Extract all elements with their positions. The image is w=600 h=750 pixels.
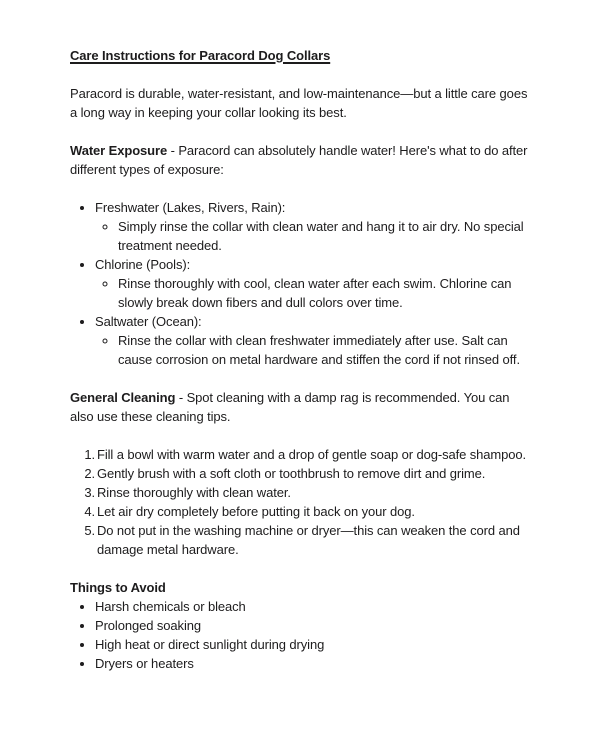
step-item-text: Rinse thoroughly with clean water. — [97, 485, 291, 500]
list-item-saltwater — [95, 312, 530, 369]
cleaning-steps-list — [70, 445, 530, 559]
list-item — [95, 616, 530, 635]
saltwater-sublist — [95, 331, 530, 369]
things-to-avoid-heading: Things to Avoid — [70, 580, 166, 595]
list-item-text: Dryers or heaters — [95, 656, 194, 671]
list-item-freshwater — [95, 198, 530, 255]
step-item — [97, 521, 530, 559]
list-item-chlorine — [95, 255, 530, 312]
list-subitem-text: Rinse thoroughly with cool, clean water after each swim. Chlorine can slowly break down fibers and dull colors over time. — [118, 276, 512, 310]
freshwater-sublist — [95, 217, 530, 255]
step-item-text: Let air dry completely before putting it back on your dog. — [97, 504, 415, 519]
list-item — [95, 635, 530, 654]
list-subitem — [118, 217, 530, 255]
list-subitem — [118, 274, 530, 312]
list-item — [95, 597, 530, 616]
list-item-label: Saltwater (Ocean): — [95, 314, 202, 329]
things-to-avoid-list — [70, 597, 530, 673]
water-exposure-list — [70, 198, 530, 369]
general-cleaning-heading: General Cleaning — [70, 390, 176, 405]
step-item — [97, 464, 530, 483]
list-item-label: Freshwater (Lakes, Rivers, Rain): — [95, 200, 286, 215]
list-subitem — [118, 331, 530, 369]
water-exposure-paragraph — [70, 141, 530, 179]
list-item-label: Chlorine (Pools): — [95, 257, 191, 272]
step-item-text: Gently brush with a soft cloth or toothbrush to remove dirt and grime. — [97, 466, 486, 481]
chlorine-sublist — [95, 274, 530, 312]
list-item-text: High heat or direct sunlight during drying — [95, 637, 325, 652]
list-item-text: Prolonged soaking — [95, 618, 201, 633]
water-exposure-lead: - Paracord can absolutely handle water! Here's what to do after different types of exposure: — [70, 143, 528, 177]
step-item-text: Fill a bowl with warm water and a drop of gentle soap or dog-safe shampoo. — [97, 447, 527, 462]
list-item-text: Harsh chemicals or bleach — [95, 599, 246, 614]
step-item — [97, 445, 530, 464]
document-title: Care Instructions for Paracord Dog Collars — [70, 48, 331, 63]
general-cleaning-lead: - Spot cleaning with a damp rag is recommended. You can also use these cleaning tips. — [70, 390, 510, 424]
step-item — [97, 502, 530, 521]
intro-paragraph: Paracord is durable, water-resistant, and low-maintenance—but a little care goes a long way in keeping your collar looking its best. — [70, 86, 528, 120]
general-cleaning-paragraph — [70, 388, 530, 426]
water-exposure-heading: Water Exposure — [70, 143, 168, 158]
step-item — [97, 483, 530, 502]
step-item-text: Do not put in the washing machine or dryer—this can weaken the cord and damage metal hardware. — [97, 523, 520, 557]
list-item — [95, 654, 530, 673]
list-subitem-text: Rinse the collar with clean freshwater immediately after use. Salt can cause corrosion on metal hardware and stiffen the cord if not rinsed off. — [118, 333, 520, 367]
things-to-avoid-heading-paragraph — [70, 578, 530, 597]
list-subitem-text: Simply rinse the collar with clean water and hang it to air dry. No special treatment needed. — [118, 219, 524, 253]
